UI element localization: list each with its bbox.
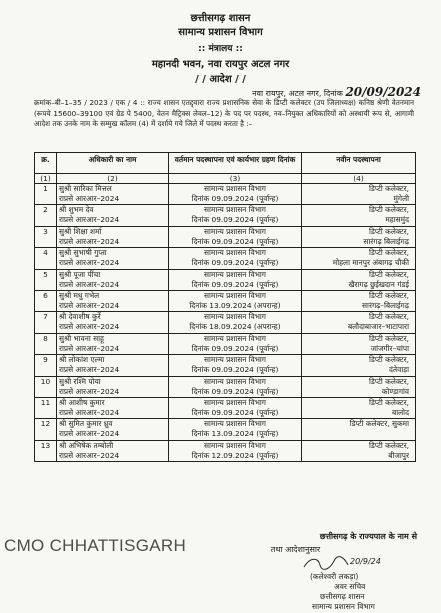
govt-title: छत्तीसगढ़ शासन [190, 13, 251, 24]
row-current-posting-line: सामान्य प्रशासन विभाग [204, 184, 266, 193]
row-current-posting-line: सामान्य प्रशासन विभाग [204, 419, 266, 429]
row-current-posting-line: सामान्य प्रशासन विभाग [204, 248, 266, 258]
row-officer-line: राप्रसे आरआर–2024 [59, 365, 120, 375]
row-current-posting-line: सामान्य प्रशासन विभाग [204, 290, 266, 300]
row-sr-line: 7 [43, 312, 48, 322]
row-sr-line: 13 [40, 440, 51, 450]
intro-paragraph: क्रमांक–बी–1–35 / 2023 / एक / 4 :: राज्य शासन एतद्द्वारा राज्य प्रशासनिक सेवा के डिप्टी कलेक्टर (उप जिलाध्यक्ष) कनिष्ठ श्रेणी वेतनमान (रूपये 15600–39100 एवं ग्रेड पे 5400, वेतन मैट्रिक्स लेवल–12) के पद पर पदस्थ, नव–नियुक्त अधिकारियों को अस्थायी रूप से, आगामी आदेश तक उनके नाम के सम्मुख कॉलम (4) में दर्शाये गये जिले में पदस्थ करता है :– [34, 98, 414, 128]
officer-govt: छत्तीसगढ़ शासन [320, 592, 365, 601]
row-sr-line: 9 [43, 355, 48, 365]
row-current-posting [169, 397, 302, 418]
table-header-row [35, 153, 416, 174]
row-current-posting-line: सामान्य प्रशासन विभाग [204, 440, 266, 450]
row-officer-line: राप्रसे आरआर–2024 [59, 300, 120, 310]
officer-dept: सामान्य प्रशासन विभाग [312, 602, 375, 611]
row-officer-line: सुश्री पूजा पींचा [59, 269, 101, 279]
row-sr-line: 5 [43, 269, 48, 279]
table-row [35, 205, 416, 226]
table-row [35, 312, 416, 333]
row-new-posting-line: डिप्टी कलेक्टर, [369, 269, 409, 279]
table-row [35, 440, 416, 461]
table-row [35, 376, 416, 397]
place-text: नवा रायपुर, अटल नगर, दिनांक [252, 89, 343, 98]
row-officer [57, 376, 169, 397]
row-current-posting-line: दिनांक 09.09.2024 (पूर्वान्ह) [191, 215, 279, 225]
row-new-posting [302, 248, 416, 269]
row-officer-line: राप्रसे आरआर–2024 [59, 215, 120, 225]
posting-table [34, 152, 416, 462]
row-current-posting-line: दिनांक 09.09.2024 (पूर्वान्ह) [191, 236, 279, 246]
row-officer [57, 269, 169, 290]
row-current-posting-line: सामान्य प्रशासन विभाग [204, 205, 266, 215]
row-current-posting-line: दिनांक 09.09.2024 (पूर्वान्ह) [191, 386, 279, 396]
row-officer [57, 440, 169, 461]
row-current-posting-line: दिनांक 09.09.2024 (पूर्वान्ह) [191, 343, 279, 353]
row-sr [35, 419, 57, 440]
row-officer-line: राप्रसे आरआर–2024 [59, 407, 120, 417]
row-current-posting [169, 440, 302, 461]
row-new-posting-line: जांजगीर–चांपा [370, 343, 409, 353]
row-officer-line: राप्रसे आरआर–2024 [59, 322, 120, 332]
address-line: महानदी भवन, नवा रायपुर अटल नगर [151, 59, 290, 70]
row-officer [57, 248, 169, 269]
officer-designation: अवर सचिव [334, 582, 366, 591]
row-officer-line: राप्रसे आरआर–2024 [59, 258, 120, 268]
order-heading: / / आदेश / / [195, 74, 246, 85]
row-sr [35, 184, 57, 205]
row-new-posting-line: सारंगढ़–बिलाईगढ़ [362, 300, 409, 310]
header-sr: क्र. [35, 153, 57, 174]
table-row [35, 290, 416, 311]
row-new-posting-line: बलौदाबाजार–भाटापारा [347, 322, 409, 332]
row-current-posting-line: दिनांक 09.09.2024 (पूर्वान्ह) [191, 407, 279, 417]
row-officer-line: श्री आशीष कुमार [59, 397, 105, 407]
place-date [252, 85, 421, 99]
row-officer [57, 226, 169, 247]
row-new-posting [302, 269, 416, 290]
row-current-posting [169, 205, 302, 226]
table-row [35, 419, 416, 440]
row-current-posting [169, 419, 302, 440]
row-current-posting-line: सामान्य प्रशासन विभाग [204, 333, 266, 343]
row-new-posting [302, 376, 416, 397]
row-officer [57, 355, 169, 376]
row-new-posting-line: डिप्टी कलेक्टर, [369, 248, 409, 258]
row-new-posting-line: सारंगढ़ बिलाईगढ़ [363, 236, 409, 246]
row-new-posting [302, 290, 416, 311]
header-officer: अधिकारी का नाम [57, 153, 169, 174]
row-new-posting-line: डिप्टी कलेक्टर, सुकमा [349, 419, 409, 429]
row-sr [35, 355, 57, 376]
row-current-posting [169, 290, 302, 311]
footer-name-text: तथा आदेशानुसार [270, 545, 321, 554]
header-new-posting: नवीन पदस्थापना [302, 153, 416, 174]
table-row [35, 226, 416, 247]
row-current-posting-line: सामान्य प्रशासन विभाग [204, 269, 266, 279]
row-sr [35, 248, 57, 269]
signature [300, 555, 400, 571]
row-current-posting [169, 248, 302, 269]
row-new-posting [302, 355, 416, 376]
row-sr-line: 6 [43, 290, 48, 300]
row-officer-line: श्री अभिषेक तम्बोली [59, 440, 114, 450]
row-sr [35, 312, 57, 333]
row-new-posting-line: कोण्डागांव [381, 386, 409, 396]
row-current-posting [169, 184, 302, 205]
row-new-posting-line: खैरागढ़ छुईखदान गंडई [348, 279, 409, 289]
row-current-posting-line: दिनांक 18.09.2024 (अपरान्ह) [189, 322, 281, 332]
row-current-posting-line: सामान्य प्रशासन विभाग [204, 355, 266, 365]
row-sr [35, 205, 57, 226]
row-new-posting-line: डिप्टी कलेक्टर, [369, 290, 409, 300]
table-row [35, 333, 416, 354]
row-officer [57, 184, 169, 205]
row-officer [57, 333, 169, 354]
col-number: (1) [35, 174, 57, 184]
row-new-posting-line: डिप्टी कलेक्टर, [369, 333, 409, 343]
table-row [35, 397, 416, 418]
row-new-posting-line: डिप्टी कलेक्टर, [369, 226, 409, 236]
row-current-posting-line: सामान्य प्रशासन विभाग [204, 226, 266, 236]
row-sr [35, 226, 57, 247]
row-officer [57, 397, 169, 418]
row-sr [35, 376, 57, 397]
row-sr-line: 8 [43, 333, 48, 343]
row-sr-line: 10 [40, 376, 51, 386]
row-current-posting-line: सामान्य प्रशासन विभाग [204, 376, 266, 386]
row-new-posting-line: बीजापुर [388, 450, 409, 460]
row-sr [35, 269, 57, 290]
row-current-posting-line: दिनांक 09.09.2024 (पूर्वान्ह) [191, 365, 279, 375]
row-current-posting [169, 312, 302, 333]
row-new-posting-line: डिप्टी कलेक्टर, [369, 376, 409, 386]
row-current-posting [169, 226, 302, 247]
row-current-posting-line: सामान्य प्रशासन विभाग [204, 312, 266, 322]
row-current-posting-line: दिनांक 09.09.2024 (पूर्वान्ह) [191, 279, 279, 289]
row-new-posting-line: डिप्टी कलेक्टर, [369, 355, 409, 365]
table-row [35, 269, 416, 290]
row-officer-line: श्री शुभम देव [59, 205, 94, 215]
row-new-posting-line: डिप्टी कलेक्टर, [369, 312, 409, 322]
row-sr-line: 12 [40, 419, 51, 429]
col-number: (3) [169, 174, 302, 184]
row-current-posting-line: दिनांक 12.09.2024 (पूर्वान्ह) [191, 450, 279, 460]
row-sr-line: 4 [43, 248, 48, 258]
row-sr-line: 11 [40, 397, 51, 407]
table-row [35, 184, 416, 205]
row-sr-line: 1 [43, 184, 48, 193]
col-number: (4) [302, 174, 416, 184]
row-sr [35, 333, 57, 354]
column-number-row [35, 174, 416, 184]
row-sr [35, 397, 57, 418]
row-officer-line: राप्रसे आरआर–2024 [59, 450, 120, 460]
row-officer [57, 419, 169, 440]
row-current-posting-line: दिनांक 09.09.2024 (पूर्वान्ह) [191, 194, 279, 203]
row-new-posting-line: डिप्टी कलेक्टर, [369, 205, 409, 215]
row-officer [57, 312, 169, 333]
row-new-posting [302, 333, 416, 354]
row-current-posting-line: दिनांक 13.09.2024 (अपरान्ह) [189, 300, 281, 310]
col-number: (2) [57, 174, 169, 184]
header-current-posting: वर्तमान पदस्थापना एवं कार्यभार ग्रहण दिनांक [169, 153, 302, 174]
row-sr [35, 290, 57, 311]
table-row [35, 248, 416, 269]
footer-order-line: छत्तीसगढ़ के राज्यपाल के नाम से [319, 532, 417, 541]
row-new-posting-line: मोहला मानपुर अंबागढ़ चौकी [332, 258, 409, 268]
row-officer [57, 290, 169, 311]
row-new-posting-line: दंतेवाड़ा [388, 365, 409, 375]
row-new-posting-line: डिप्टी कलेक्टर, [369, 440, 409, 450]
row-officer-line: राप्रसे आरआर–2024 [59, 429, 120, 439]
row-new-posting-line: बालोद [392, 407, 409, 417]
row-new-posting [302, 184, 416, 205]
row-current-posting-line: दिनांक 13.09.2024 (पूर्वान्ह) [191, 429, 279, 439]
row-new-posting [302, 312, 416, 333]
row-new-posting [302, 440, 416, 461]
row-officer-line: सुश्री सुभाषी गुप्ता [59, 248, 107, 258]
row-new-posting-line: डिप्टी कलेक्टर, [369, 184, 409, 193]
row-officer-line: श्री सुमित कुमार ध्रुव [59, 419, 113, 429]
row-officer-line: राप्रसे आरआर–2024 [59, 343, 120, 353]
row-officer-line: श्री लोकांश एल्मा [59, 355, 105, 365]
row-officer-line: राप्रसे आरआर–2024 [59, 236, 120, 246]
row-officer-line: श्री देवाशीष कुर्रे [59, 312, 101, 322]
watermark: CMO CHHATTISGARH [4, 536, 187, 555]
row-officer-line: सुश्री भावना साहू [59, 333, 104, 343]
row-current-posting [169, 376, 302, 397]
row-new-posting [302, 226, 416, 247]
row-sr-line: 2 [43, 205, 48, 215]
row-new-posting [302, 419, 416, 440]
signature-date: 20/9/24 [350, 557, 381, 566]
row-officer-line: सुश्री शिक्षा शर्मा [59, 226, 102, 236]
dept-title: सामान्य प्रशासन विभाग [178, 27, 263, 38]
row-sr [35, 440, 57, 461]
row-officer-line: राप्रसे आरआर–2024 [59, 386, 120, 396]
row-officer-line: सुश्री सारिका मित्तल [59, 184, 112, 193]
row-new-posting [302, 205, 416, 226]
row-new-posting-line: मुंगेली [393, 194, 409, 203]
row-officer-line: सुश्री रश्मि पोया [59, 376, 101, 386]
ministry-title: :: मंत्रालय :: [198, 44, 243, 54]
row-current-posting [169, 269, 302, 290]
table-body [35, 184, 416, 462]
row-current-posting [169, 333, 302, 354]
row-current-posting-line: दिनांक 09.09.2024 (पूर्वान्ह) [191, 258, 279, 268]
row-officer-line: सुश्री मधु गभेल [59, 290, 100, 300]
row-officer-line: राप्रसे आरआर–2024 [59, 194, 120, 203]
row-current-posting [169, 355, 302, 376]
officer-name: (कलेश्वरी लकड़ा) [310, 572, 359, 581]
table-row [35, 355, 416, 376]
row-officer [57, 205, 169, 226]
row-current-posting-line: सामान्य प्रशासन विभाग [204, 397, 266, 407]
row-new-posting [302, 397, 416, 418]
row-new-posting-line: डिप्टी कलेक्टर, [369, 397, 409, 407]
row-officer-line: राप्रसे आरआर–2024 [59, 279, 120, 289]
row-new-posting-line: महासमुंद [385, 215, 409, 225]
row-sr-line: 3 [43, 226, 48, 236]
footer-name-line [0, 544, 441, 555]
order-date: 20/09/2024 [345, 85, 421, 99]
